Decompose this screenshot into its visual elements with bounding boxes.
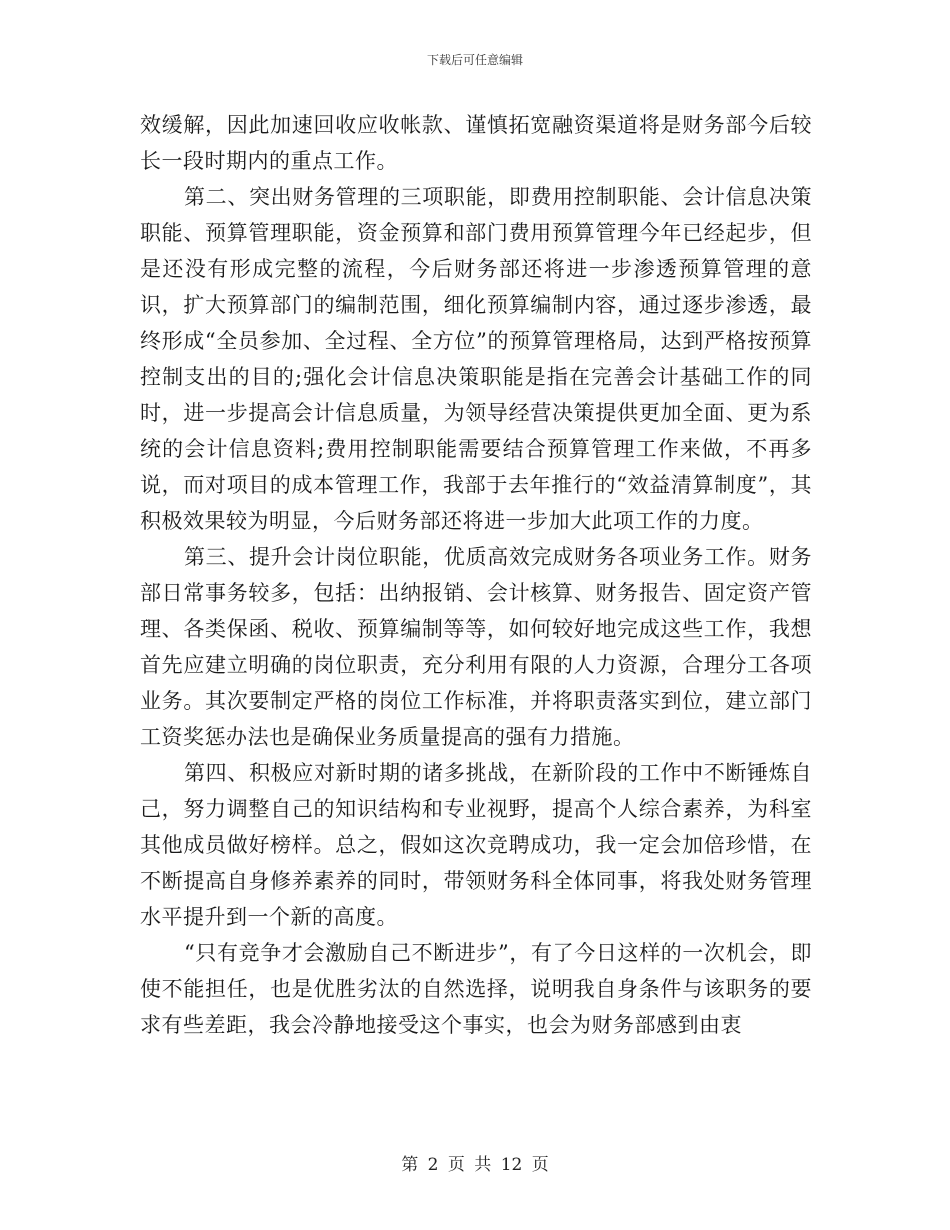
page-number-footer: 第 2 页 共 12 页 (401, 1155, 549, 1175)
paragraph-second-point: 第二、突出财务管理的三项职能，即费用控制职能、会计信息决策职能、预算管理职能，资金预算和部门费用预算管理今年已经起步，但是还没有形成完整的流程，今后财务部还将进一步渗透预算管理的意识，扩大预算部门的编制范围，细化预算编制内容，通过逐步渗透，最终形成“全员参加、全过程、全方位”的预算管理格局，达到严格按预算控制支出的目的;强化会计信息决策职能是指在完善会计基础工作的同时，进一步提高会计信息质量，为领导经营决策提供更加全面、更为系统的会计信息资料;费用控制职能需要结合预算管理工作来做，不再多说，而对项目的成本管理工作，我部于去年推行的“效益清算制度”，其积极效果较为明显，今后财务部还将进一步加大此项工作的力度。 (140, 185, 812, 533)
document-body (140, 107, 812, 1043)
page-header: 下载后可任意编辑 (426, 53, 523, 67)
paragraph-continuation: 效缓解，因此加速回收应收帐款、谨慎拓宽融资渠道将是财务部今后较长一段时期内的重点工作。 (140, 113, 812, 173)
paragraph-fourth-point: 第四、积极应对新时期的诸多挑战，在新阶段的工作中不断锤炼自己，努力调整自己的知识结构和专业视野，提高个人综合素养，为科室其他成员做好榜样。总之，假如这次竞聘成功，我一定会加倍珍惜，在不断提高自身修养素养的同时，带领财务科全体同事，将我处财务管理水平提升到一个新的高度。 (140, 761, 812, 929)
paragraph-closing: “只有竞争才会激励自己不断进步”，有了今日这样的一次机会，即使不能担任，也是优胜劣汰的自然选择，说明我自身条件与该职务的要求有些差距，我会冷静地接受这个事实，也会为财务部感到由衷 (140, 941, 812, 1037)
paragraph-third-point: 第三、提升会计岗位职能，优质高效完成财务各项业务工作。财务部日常事务较多，包括：出纳报销、会计核算、财务报告、固定资产管理、各类保函、税收、预算编制等等，如何较好地完成这些工作，我想首先应建立明确的岗位职责，充分利用有限的人力资源，合理分工各项业务。其次要制定严格的岗位工作标准，并将职责落实到位，建立部门工资奖惩办法也是确保业务质量提高的强有力措施。 (140, 545, 812, 749)
